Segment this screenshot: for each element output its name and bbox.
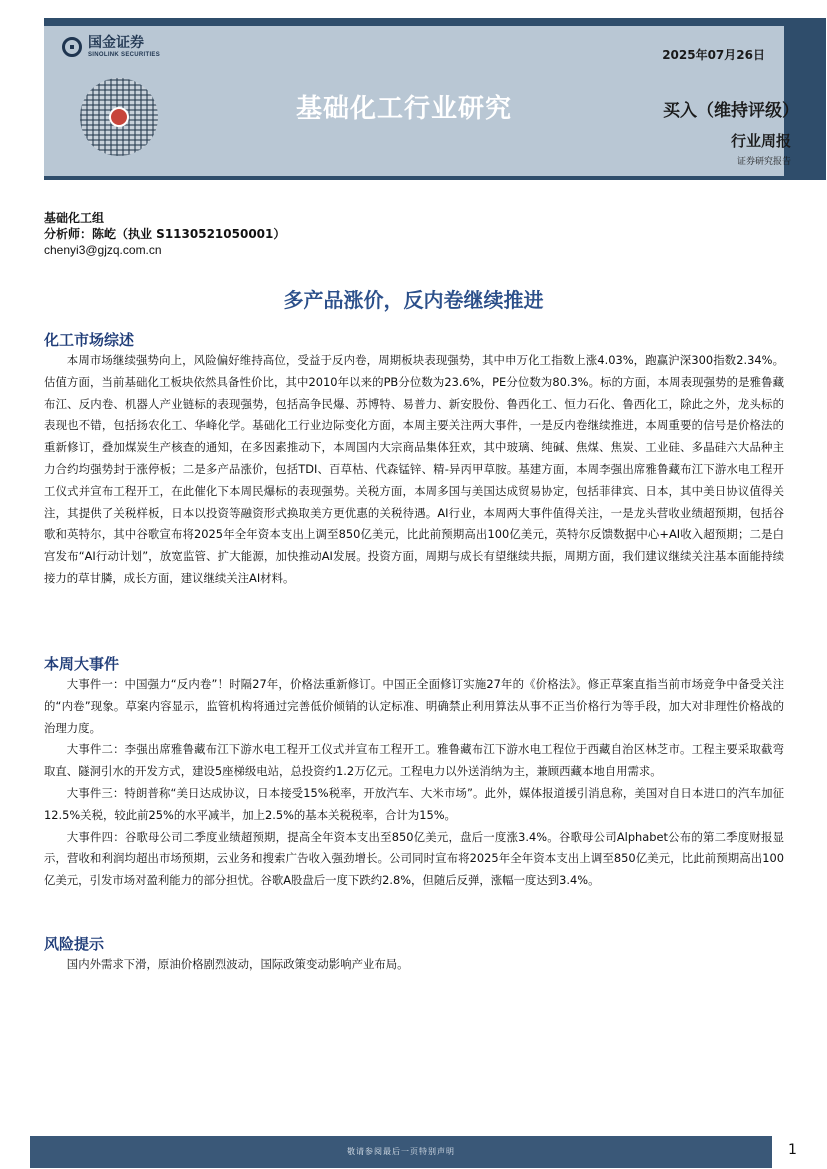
event-paragraph: 大事件一：中国强力“反内卷”！时隔27年，价格法重新修订。中国正全面修订实施27年的《价格法》。修正草案直指当前市场竞争中备受关注的“内卷”现象。草案内容显示，监管机构将通过完善低价倾销的认定标准、明确禁止利用算法从事不正当价格行为等手段，加大对非理性价格战的治理力度。 — [44, 677, 784, 735]
logo-icon — [62, 37, 82, 57]
logo-name-cn: 国金证券 — [88, 35, 144, 51]
section-heading: 风险提示 — [44, 935, 105, 953]
footer-disclaimer: 敬请参阅最后一页特别声明 — [347, 1147, 455, 1156]
event-paragraph: 大事件三：特朗普称“美日达成协议，日本接受15%税率，开放汽车、大米市场”。此外，媒体报道援引消息称，美国对自日本进口的汽车加征12.5%关税，较此前25%的水平减半，加上2.5%的基本关税税率，合计为15%。 — [44, 785, 784, 822]
analyst-block — [44, 210, 285, 258]
risk-paragraph: 国内外需求下滑，原油价格剧烈波动，国际政策变动影响产业布局。 — [66, 957, 409, 971]
analyst-email[interactable]: chenyi3@gjzq.com.cn — [44, 243, 162, 257]
market-review-section — [44, 330, 784, 590]
report-type: 行业周报 — [730, 132, 791, 150]
report-title: 基础化工行业研究 — [296, 94, 513, 124]
event-paragraph: 大事件四：谷歌母公司二季度业绩超预期，提高全年资本支出至850亿美元，盘后一度涨3.4%。谷歌母公司Alphabet公布的第二季度财报显示，营收和利润均超出市场预期，云业务和搜索广告收入强劲增长。公司同时宣布将2025年全年资本支出上调至850亿美元，比此前预期高出100亿美元，引发市场对盈利能力的部分担忧。谷歌A股盘后一度下跌约2.8%，但随后反弹，涨幅一度达到3.4%。 — [44, 829, 784, 888]
section-heading: 化工市场综述 — [44, 331, 135, 349]
report-date: 2025年07月26日 — [662, 48, 765, 62]
analyst-name: 分析师：陈屹（执业 S1130521050001） — [44, 227, 286, 241]
risk-section — [44, 934, 784, 976]
brand-logo — [62, 36, 160, 58]
market-review-paragraph: 本周市场继续强势向上，风险偏好维持高位，受益于反内卷，周期板块表现强势，其中申万化工指数上涨4.03%，跑赢沪深300指数2.34%。估值方面，当前基础化工板块依然具备性价比，其中2010年以来的PB分位数为23.6%，PE分位数为80.3%。标的方面，本周表现强势的是雅鲁藏布江、反内卷、机器人产业链标的表现强势，包括高争民爆、苏博特、易普力、新安股份、鲁西化工、恒力石化、鲁西化工，除此之外，龙头标的表现也不错，包括扬农化工、华峰化学。基础化工行业边际变化方面，本周主要关注两大事件，一是反内卷继续推进，本周重要的信号是价格法的重新修订，叠加煤炭生产核查的通知，在多因素推动下，本周国内大宗商品集体狂欢，其中玻璃、纯碱、焦煤、焦炭、工业硅、多晶硅六大品种主力合约均强势封于涨停板；二是多产品涨价，包括TDI、百草枯、代森锰锌、精-异丙甲草胺。基建方面，本周李强出席雅鲁藏布江下游水电工程开工仪式并宣布工程开工，在此催化下本周民爆标的表现强势。关税方面，本周多国与美国达成贸易协定，包括菲律宾、日本，其中美日协议值得关注，其提供了关税样板，日本以投资等融资形式换取美方更优惠的关税待遇。AI行业，本周两大事件值得关注，一是龙头营收业绩超预期，包括谷歌和英特尔，其中谷歌宣布将2025年全年资本支出上调至850亿美元，比此前预期高出100亿美元，英特尔反馈数据中心+AI收入超预期；二是白宫发布“AI行动计划”，放宽监管、扩大能源，加快推动AI发展。投资方面，周期与成长有望继续共振，周期方面，我们建议继续关注基本面能持续接力的草甘膦，成长方面，建议继续关注AI材料。 — [44, 353, 784, 585]
page-number: 1 — [788, 1142, 797, 1158]
rating-label: 买入（维持评级） — [663, 101, 799, 121]
qr-code-icon — [80, 78, 158, 156]
report-subtype: 证券研究报告 — [736, 157, 791, 167]
qr-center-emblem — [109, 107, 129, 127]
weekly-events-section — [44, 654, 784, 892]
section-heading: 本周大事件 — [44, 655, 120, 673]
research-group: 基础化工组 — [44, 211, 105, 225]
document-title: 多产品涨价，反内卷继续推进 — [283, 288, 544, 312]
event-paragraph: 大事件二：李强出席雅鲁藏布江下游水电工程开工仪式并宣布工程开工。雅鲁藏布江下游水电工程位于西藏自治区林芝市。工程主要采取截弯取直、隧洞引水的开发方式，建设5座梯级电站，总投资约1.2万亿元。工程电力以外送消纳为主，兼顾西藏本地自用需求。 — [44, 742, 784, 779]
logo-name-en: SINOLINK SECURITIES — [88, 52, 161, 58]
